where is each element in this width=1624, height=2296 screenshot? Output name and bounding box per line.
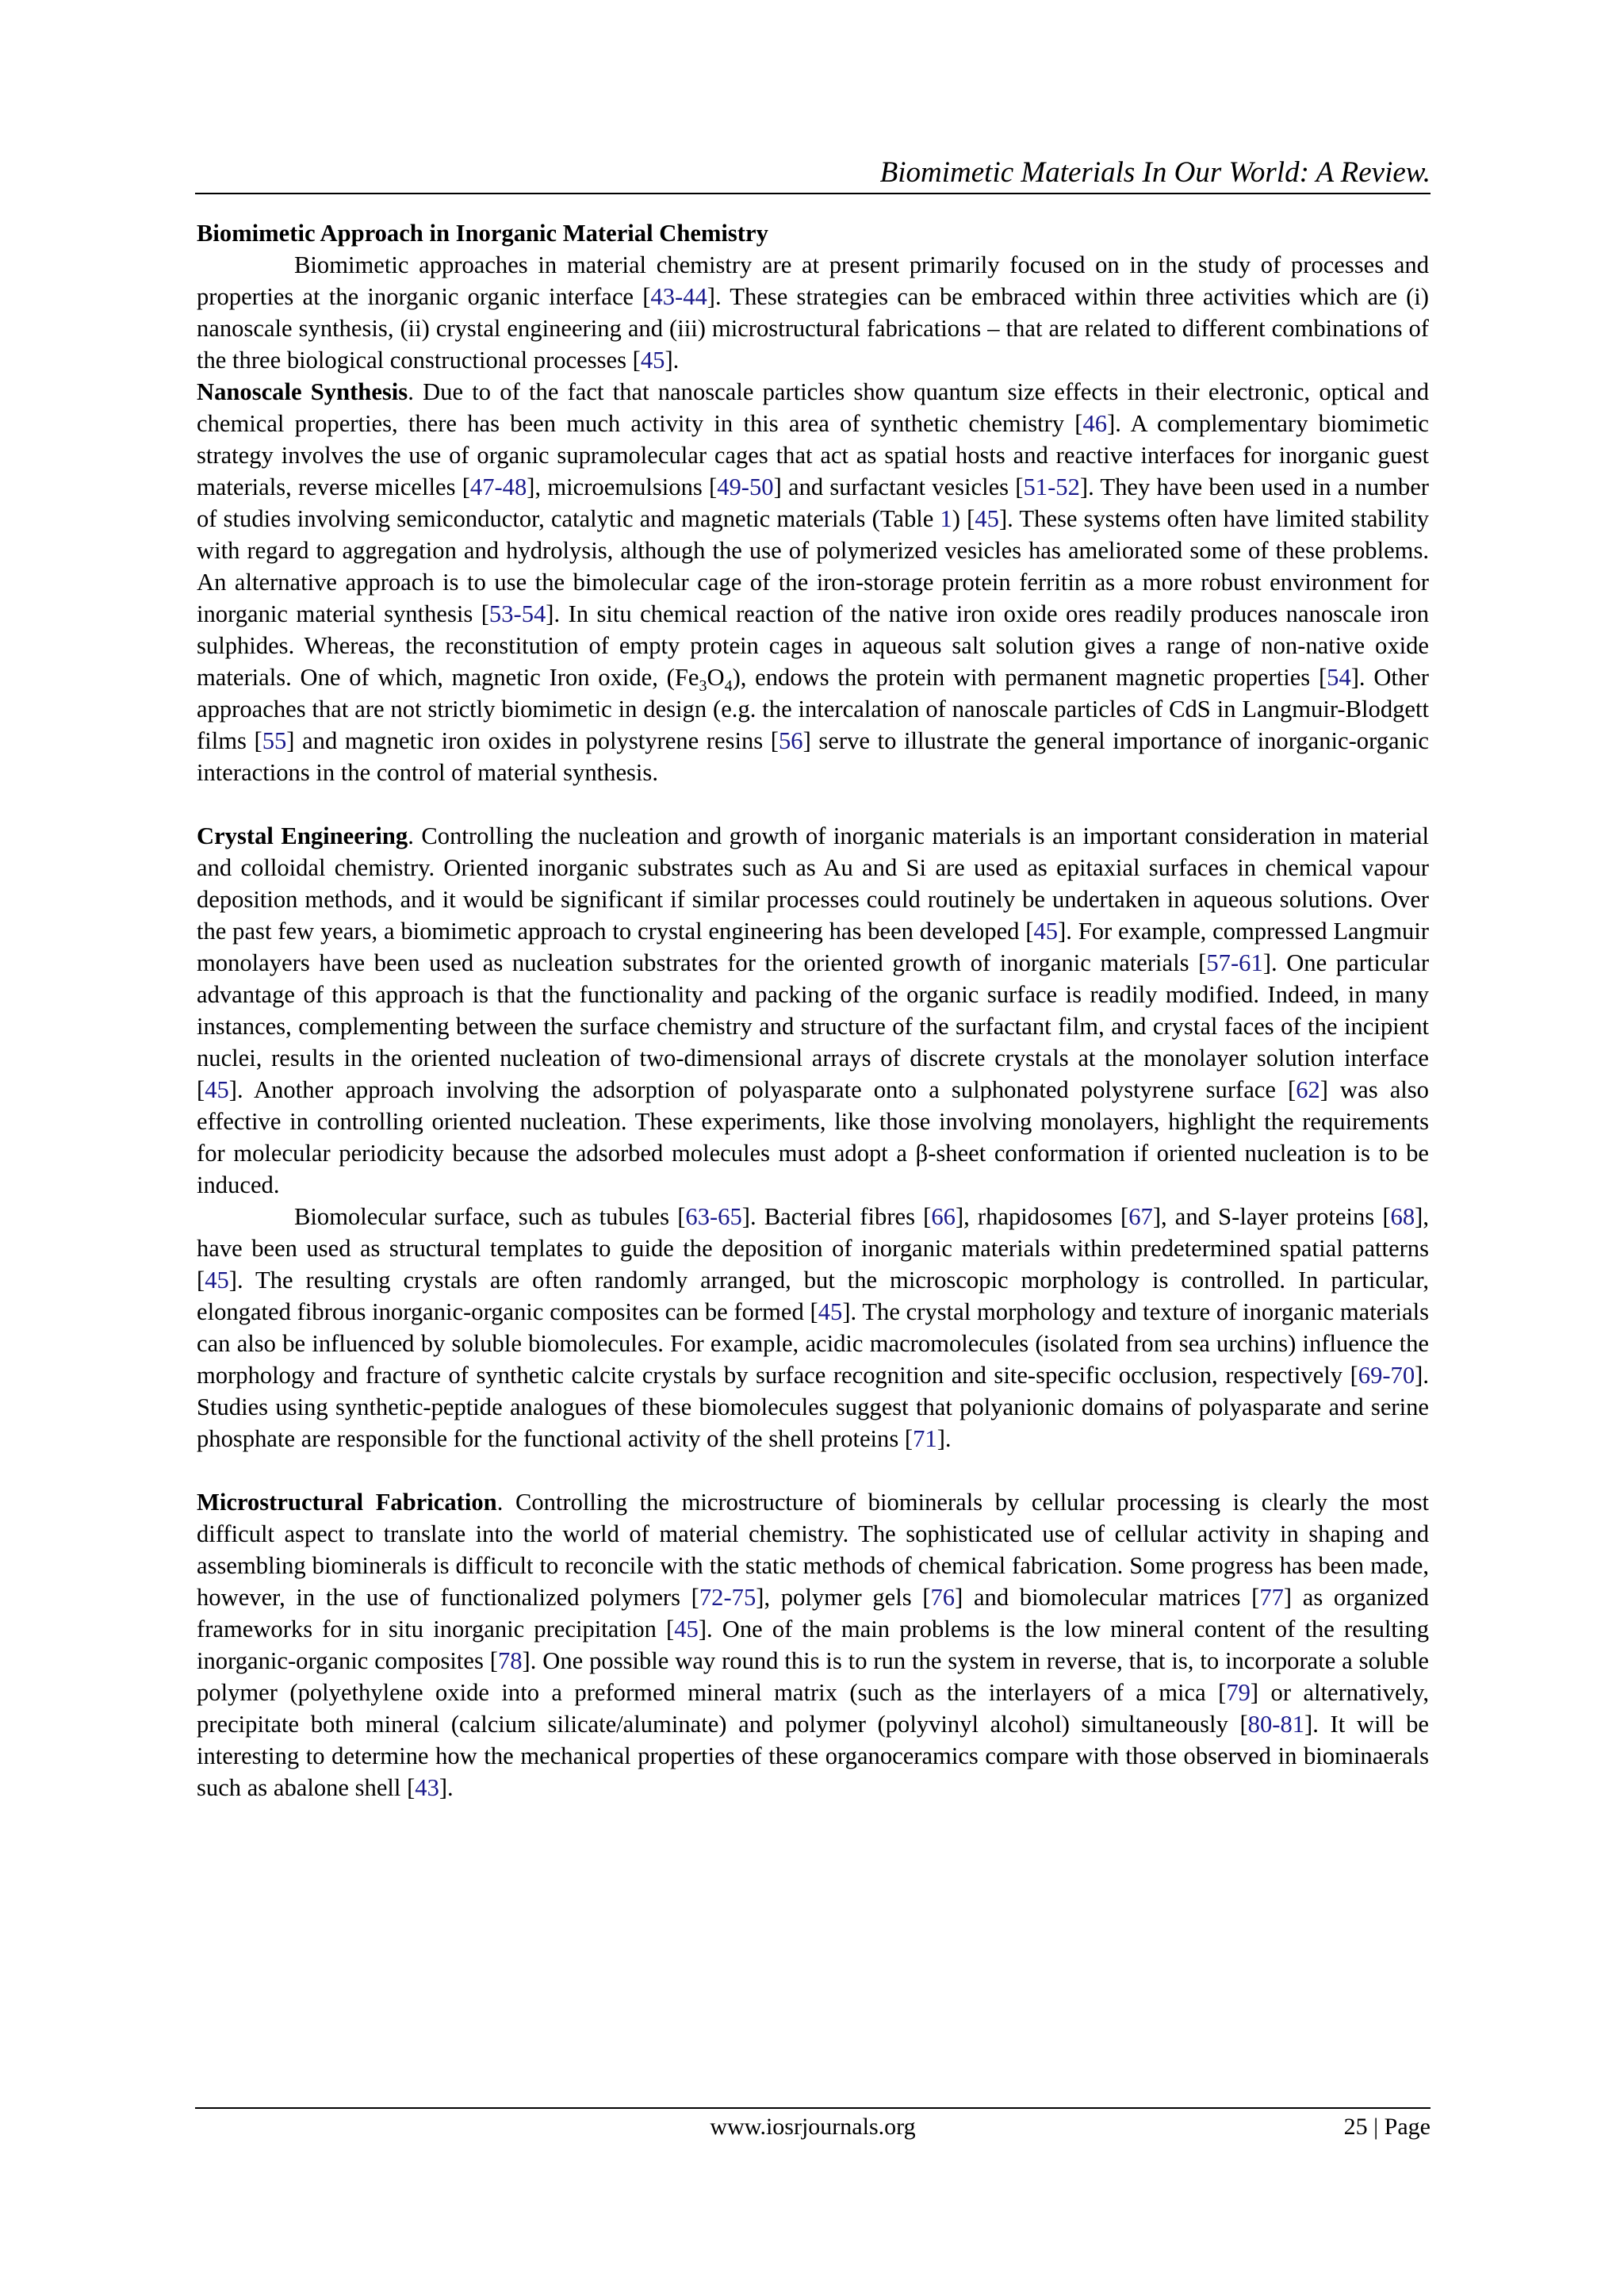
citation-link[interactable]: 78 bbox=[497, 1647, 523, 1674]
citation-link[interactable]: 77 bbox=[1259, 1584, 1284, 1611]
citation-link[interactable]: 45 bbox=[1033, 918, 1059, 945]
subsection-lead: Nanoscale Synthesis bbox=[197, 378, 408, 405]
citation-link[interactable]: 45 bbox=[818, 1298, 843, 1325]
citation-link[interactable]: 45 bbox=[205, 1076, 229, 1103]
citation-link[interactable]: 43 bbox=[415, 1774, 439, 1801]
citation-link[interactable]: 62 bbox=[1296, 1076, 1320, 1103]
citation-link[interactable]: 76 bbox=[930, 1584, 956, 1611]
citation-link[interactable]: 56 bbox=[779, 727, 803, 754]
citation-link[interactable]: 71 bbox=[913, 1425, 937, 1452]
citation-link[interactable]: 45 bbox=[205, 1267, 229, 1294]
citation-link[interactable]: 72-75 bbox=[699, 1584, 756, 1611]
paragraph-intro: Biomimetic approaches in material chemistry are at present primarily focused on in the study of processes and properties at the inorganic organic interface [43-44]. These strategies can be embraced within three activities which are (i) nanoscale synthesis, (ii) crystal engineering and (iii) microstructural fabrications – that are related to different combinations of the three biological constructional processes [45]. bbox=[197, 251, 1429, 374]
citation-link[interactable]: 43-44 bbox=[650, 283, 707, 310]
section-heading: Biomimetic Approach in Inorganic Material Chemistry bbox=[197, 220, 768, 247]
subscript: 4 bbox=[724, 677, 733, 696]
citation-link[interactable]: 47-48 bbox=[469, 473, 527, 500]
citation-link[interactable]: 53-54 bbox=[488, 600, 546, 627]
citation-link[interactable]: 63-65 bbox=[685, 1203, 742, 1230]
subsection-lead: Crystal Engineering bbox=[197, 822, 408, 849]
running-header: Biomimetic Materials In Our World: A Review. bbox=[879, 156, 1431, 189]
citation-link[interactable]: 79 bbox=[1226, 1679, 1251, 1706]
header-rule bbox=[195, 193, 1431, 194]
citation-link[interactable]: 66 bbox=[931, 1203, 956, 1230]
citation-link[interactable]: 54 bbox=[1327, 664, 1351, 691]
citation-link[interactable]: 80-81 bbox=[1247, 1711, 1305, 1738]
citation-link[interactable]: 67 bbox=[1128, 1203, 1153, 1230]
paragraph-gap bbox=[197, 788, 1429, 820]
page-number: 25 | Page bbox=[1343, 2114, 1431, 2140]
subscript: 3 bbox=[699, 677, 707, 696]
subsection-lead: Microstructural Fabrication bbox=[197, 1489, 497, 1516]
citation-link[interactable]: 68 bbox=[1390, 1203, 1415, 1230]
citation-link[interactable]: 45 bbox=[975, 505, 999, 532]
citation-link[interactable]: 57-61 bbox=[1206, 949, 1263, 976]
paragraph-gap bbox=[197, 1455, 1429, 1486]
citation-link[interactable]: 49-50 bbox=[717, 473, 774, 500]
citation-link[interactable]: 46 bbox=[1082, 410, 1108, 437]
citation-link[interactable]: 55 bbox=[262, 727, 287, 754]
citation-link[interactable]: 51-52 bbox=[1023, 473, 1080, 500]
table-link[interactable]: 1 bbox=[940, 505, 952, 532]
article-body bbox=[197, 217, 1429, 1803]
footer-rule bbox=[195, 2107, 1431, 2109]
paragraph-crystal-engineering: Crystal Engineering. Controlling the nucleation and growth of inorganic materials is an important consideration in material and colloidal chemistry. Oriented inorganic substrates such as Au and Si are used as epitaxial surfaces in chemical vapour deposition methods, and it would be significant if similar processes could routinely be undertaken in aqueous solutions. Over the past few years, a biomimetic approach to crystal engineering has been developed [45]. For example, compressed Langmuir monolayers have been used as nucleation substrates for the oriented growth of inorganic materials [57-61]. One particular advantage of this approach is that the functionality and packing of the organic surface is readily modified. Indeed, in many instances, complementing between the surface chemistry and structure of the surfactant film, and crystal faces of the incipient nuclei, results in the oriented nucleation of two-dimensional arrays of discrete crystals at the monolayer solution interface [45]. Another approach involving the adsorption of polyasparate onto a sulphonated polystyrene surface [62] was also effective in controlling oriented nucleation. These experiments, like those involving monolayers, highlight the requirements for molecular periodicity because the adsorbed molecules must adopt a β-sheet conformation if oriented nucleation is to be induced. bbox=[197, 822, 1430, 1198]
paragraph-biomolecular-surface: Biomolecular surface, such as tubules [63-65]. Bacterial fibres [66], rhapidosomes [67], and S-layer proteins [68], have been used as structural templates to guide the deposition of inorganic materials within predetermined spatial patterns [45]. The resulting crystals are often randomly arranged, but the microscopic morphology is controlled. In particular, elongated fibrous inorganic-organic composites can be formed [45]. The crystal morphology and texture of inorganic materials can also be influenced by soluble biomolecules. For example, acidic macromolecules (isolated from sea urchins) influence the morphology and fracture of synthetic calcite crystals by surface recognition and site-specific occlusion, respectively [69-70]. Studies using synthetic-peptide analogues of these biomolecules suggest that polyanionic domains of polyasparate and serine phosphate are responsible for the functional activity of the shell proteins [71]. bbox=[197, 1203, 1429, 1452]
citation-link[interactable]: 45 bbox=[674, 1616, 699, 1642]
paragraph-nanoscale-synthesis: Nanoscale Synthesis. Due to of the fact that nanoscale particles show quantum size effects in their electronic, optical and chemical properties, there has been much activity in this area of synthetic chemistry [46]. A complementary biomimetic strategy involves the use of organic supramolecular cages that act as spatial hosts and reactive interfaces for inorganic guest materials, reverse micelles [47-48], microemulsions [49-50] and surfactant vesicles [51-52]. They have been used in a number of studies involving semiconductor, catalytic and magnetic materials (Table 1) [45]. These systems often have limited stability with regard to aggregation and hydrolysis, although the use of polymerized vesicles has ameliorated some of these problems. An alternative approach is to use the bimolecular cage of the iron-storage protein ferritin as a more robust environment for inorganic material synthesis [53-54]. In situ chemical reaction of the native iron oxide ores readily produces nanoscale iron sulphides. Whereas, the reconstitution of empty protein cages in aqueous salt solution gives a range of non-native oxide materials. One of which, magnetic Iron oxide, $(Fe_3O_4)$, endows the protein with permanent magnetic properties [54]. Other approaches that are not strictly biomimetic in design (e.g. the intercalation of nanoscale particles of CdS in Langmuir-Blodgett films [55] and magnetic iron oxides in polystyrene resins [56] serve to illustrate the general importance of inorganic-organic interactions in the control of material synthesis. bbox=[197, 378, 1430, 786]
paragraph-microstructural-fabrication: Microstructural Fabrication. Controlling the microstructure of biominerals by cellular processing is clearly the most difficult aspect to translate into the world of material chemistry. The sophisticated use of cellular activity in shaping and assembling biominerals is difficult to reconcile with the static methods of chemical fabrication. Some progress has been made, however, in the use of functionalized polymers [72-75], polymer gels [76] and biomolecular matrices [77] as organized frameworks for in situ inorganic precipitation [45]. One of the main problems is the low mineral content of the resulting inorganic-organic composites [78]. One possible way round this is to run the system in reverse, that is, to incorporate a soluble polymer (polyethylene oxide into a preformed mineral matrix (such as the interlayers of a mica [79] or alternatively, precipitate both mineral (calcium silicate/aluminate) and polymer (polyvinyl alcohol) simultaneously [80-81]. It will be interesting to determine how the mechanical properties of these organoceramics compare with those observed in biominaerals such as abalone shell [43]. bbox=[197, 1489, 1429, 1801]
journal-website[interactable]: www.iosrjournals.org bbox=[710, 2114, 916, 2140]
citation-link[interactable]: 69-70 bbox=[1358, 1362, 1415, 1389]
citation-link[interactable]: 45 bbox=[640, 347, 665, 374]
